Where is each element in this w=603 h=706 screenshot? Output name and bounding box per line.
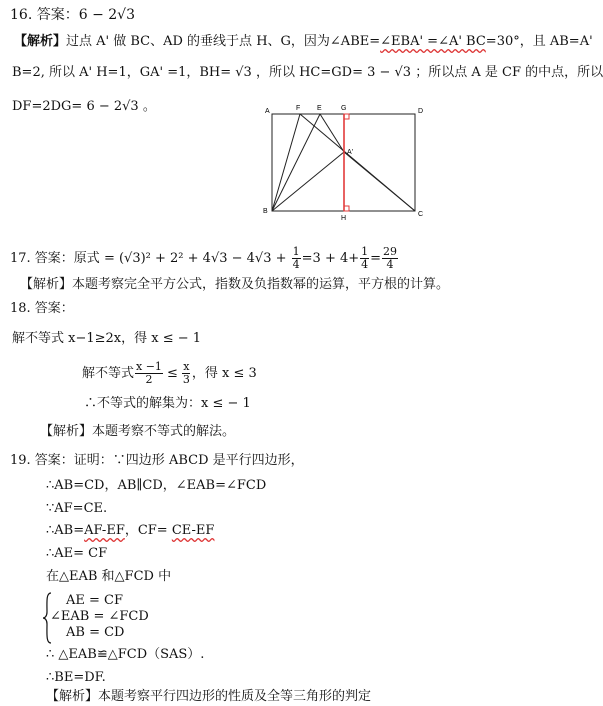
q17-analysis: 【解析】本题考察完全平方公式，指数及负指数幂的运算，平方根的计算。	[20, 277, 450, 292]
q16-analysis-line3: DF=2DG= 6 − 2√3 。	[12, 99, 156, 114]
q18-line2	[82, 360, 257, 388]
label-f: F	[296, 105, 301, 112]
q19-line6: ∴ △EAB≌△FCD（SAS）.	[46, 647, 205, 662]
q18-leq: ≤	[166, 366, 178, 381]
label-a: A	[265, 108, 270, 115]
segment-ba	[272, 152, 344, 211]
q19-line7: ∴BE=DF.	[46, 670, 106, 685]
q18-line2-post: ，得 x ≤ 3	[191, 366, 257, 381]
q17-answer-line	[10, 246, 399, 272]
q16-answer-line	[10, 6, 135, 24]
q19-line8: 【解析】本题考察平行四边形的性质及全等三角形的判定	[46, 689, 372, 704]
q16-geometry-figure	[258, 100, 438, 220]
q19-l3c: ，CF=	[124, 523, 172, 538]
q17-eq: =	[370, 251, 382, 266]
q16-analysis-tag: 【解析】	[14, 34, 67, 49]
segment-ea	[320, 114, 344, 152]
q19-line3	[46, 522, 214, 540]
q16-text-1b: ∠EBA' =∠A' BC	[380, 34, 486, 49]
q16-analysis-line1	[14, 33, 593, 51]
q18-head: 18. 答案：	[10, 301, 74, 316]
q17-frac3: $\frac{29}{4}$	[383, 245, 398, 271]
q19-brace-line1: AE = CF	[66, 593, 124, 608]
label-d: D	[418, 108, 424, 115]
q18-frac-a: $\frac{x -1}{2}$	[136, 360, 162, 386]
label-h: H	[341, 215, 347, 222]
q19-line4: ∴AE= CF	[46, 546, 108, 561]
label-c: C	[418, 211, 424, 218]
q19-brace-system	[42, 592, 182, 644]
label-g: G	[341, 105, 347, 112]
q17-frac2: $\frac{1}{4}$	[361, 245, 369, 271]
q17-expr: (√3)² + 2² + 4√3 − 4√3 +	[118, 251, 291, 266]
q16-head: 16. 答案：	[10, 7, 79, 23]
q16-text-1c: =30°，且 AB=A'	[485, 34, 593, 49]
label-a-prime: A'	[347, 149, 354, 156]
label-e: E	[317, 105, 322, 112]
q18-frac-b: $\frac{x}{3}$	[182, 360, 190, 386]
q19-brace-line3: AB = CD	[66, 625, 125, 640]
q19-line2: ∵AF=CE.	[46, 501, 108, 516]
q18-analysis: 【解析】本题考察不等式的解法。	[40, 424, 236, 439]
q16-analysis-line2: B=2, 所以 A' H=1，GA' =1，BH= √3 ，所以 HC=GD= 3 − √3 ；所以点 A 是 CF 的中点，所以	[12, 65, 603, 80]
q16-text-1a: 过点 A' 做 BC、AD 的垂线于点 H、G，因为∠ABE=	[66, 34, 381, 49]
q19-l3b: AF-EF	[84, 523, 125, 538]
q17-head: 17. 答案：原式 =	[10, 251, 119, 266]
q19-l3a: ∴AB=	[46, 523, 85, 538]
q18-line3: ∴不等式的解集为：x ≤ − 1	[84, 396, 251, 411]
q17-mid: =3 + 4+	[301, 251, 360, 266]
q18-line2-pre: 解不等式	[82, 366, 135, 381]
segment-ac	[344, 152, 415, 211]
q17-frac1: $\frac{1}{4}$	[292, 245, 300, 271]
q19-line5: 在△EAB 和△FCD 中	[46, 569, 172, 584]
q19-brace-line2: ∠EAB = ∠FCD	[50, 609, 149, 624]
label-b: B	[263, 208, 268, 215]
q19-line1: ∴AB=CD，AB∥CD，∠EAB=∠FCD	[46, 478, 267, 493]
q19-l3d: CE-EF	[171, 523, 215, 538]
q19-head: 19. 答案：证明：∵四边形 ABCD 是平行四边形，	[10, 453, 304, 468]
q18-line1: 解不等式 x−1≥2x，得 x ≤ − 1	[12, 331, 202, 346]
q16-answer: 6 − 2√3	[78, 7, 135, 23]
